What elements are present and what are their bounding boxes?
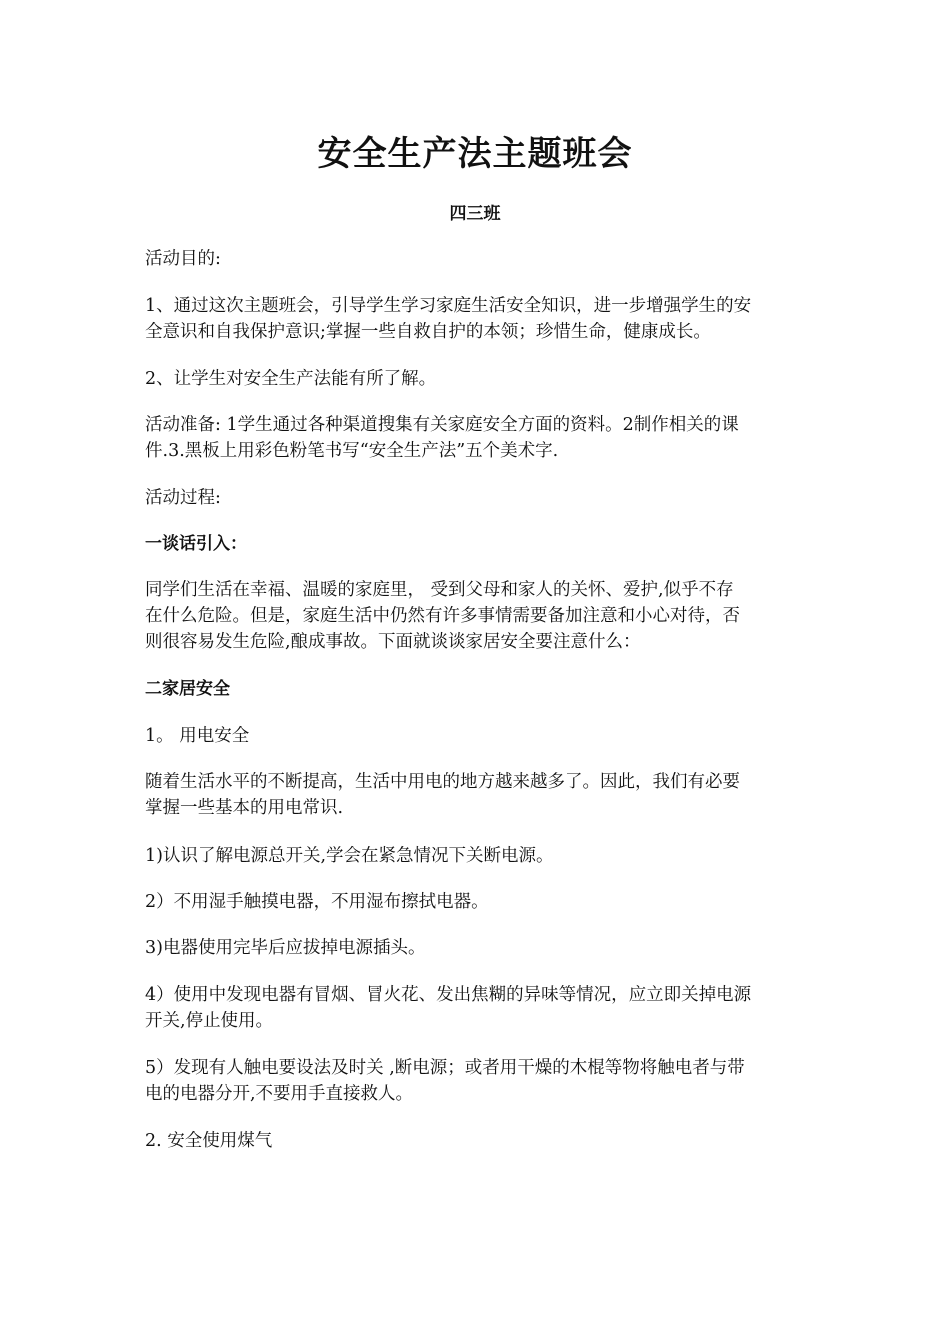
rule-4-line-1: 4）使用中发现电器有冒烟、冒火花、发出焦糊的异味等情况，应立即关掉电源 xyxy=(145,985,752,1005)
rule-1: 1)认识了解电源总开关,学会在紧急情况下关断电源。 xyxy=(145,846,554,866)
rule-3: 3)电器使用完毕后应拔掉电源插头。 xyxy=(145,938,426,958)
process-label: 活动过程: xyxy=(145,488,221,508)
section-1-line-1: 同学们生活在幸福、温暖的家庭里， 受到父母和家人的关怀、爱护,似乎不存 xyxy=(145,580,734,600)
section-2-heading: 二家居安全 xyxy=(145,679,230,699)
purpose-label: 活动目的: xyxy=(145,249,221,269)
preparation xyxy=(145,412,810,464)
item-1-title: 1。 用电安全 xyxy=(145,726,250,746)
item-1-intro xyxy=(145,769,810,821)
rule-4 xyxy=(145,982,810,1034)
section-1-paragraph xyxy=(145,577,810,655)
section-1-line-3: 则很容易发生危险,酿成事故。下面就谈谈家居安全要注意什么： xyxy=(145,632,641,652)
purpose-item-1-line-1: 1、通过这次主题班会，引导学生学习家庭生活安全知识，进一步增强学生的安 xyxy=(145,296,752,316)
preparation-line-1: 活动准备: 1学生通过各种渠道搜集有关家庭安全方面的资料。2制作相关的课 xyxy=(145,415,739,435)
item-1-intro-line-1: 随着生活水平的不断提高，生活中用电的地方越来越多了。因此，我们有必要 xyxy=(145,772,740,792)
document-title: 安全生产法主题班会 xyxy=(317,134,633,174)
purpose-item-1-line-2: 全意识和自我保护意识;掌握一些自救自护的本领；珍惜生命，健康成长。 xyxy=(145,322,711,342)
rule-5-line-1: 5）发现有人触电要设法及时关 ,断电源；或者用干燥的木棍等物将触电者与带 xyxy=(145,1058,745,1078)
purpose-item-1 xyxy=(145,293,810,345)
class-name: 四三班 xyxy=(449,204,501,224)
purpose-item-2: 2、让学生对安全生产法能有所了解。 xyxy=(145,369,437,389)
rule-5-line-2: 电的电器分开,不要用手直接救人。 xyxy=(145,1084,414,1104)
rule-5 xyxy=(145,1055,810,1107)
section-1-heading: 一谈话引入： xyxy=(145,534,247,554)
rule-4-line-2: 开关,停止使用。 xyxy=(145,1011,274,1031)
rule-2: 2）不用湿手触摸电器，不用湿布擦拭电器。 xyxy=(145,892,489,912)
item-2-title: 2. 安全使用煤气 xyxy=(145,1131,273,1151)
item-1-intro-line-2: 掌握一些基本的用电常识. xyxy=(145,798,344,818)
preparation-line-2: 件.3.黑板上用彩色粉笔书写“安全生产法”五个美术字. xyxy=(145,441,559,461)
section-1-line-2: 在什么危险。但是，家庭生活中仍然有许多事情需要备加注意和小心对待，否 xyxy=(145,606,740,626)
